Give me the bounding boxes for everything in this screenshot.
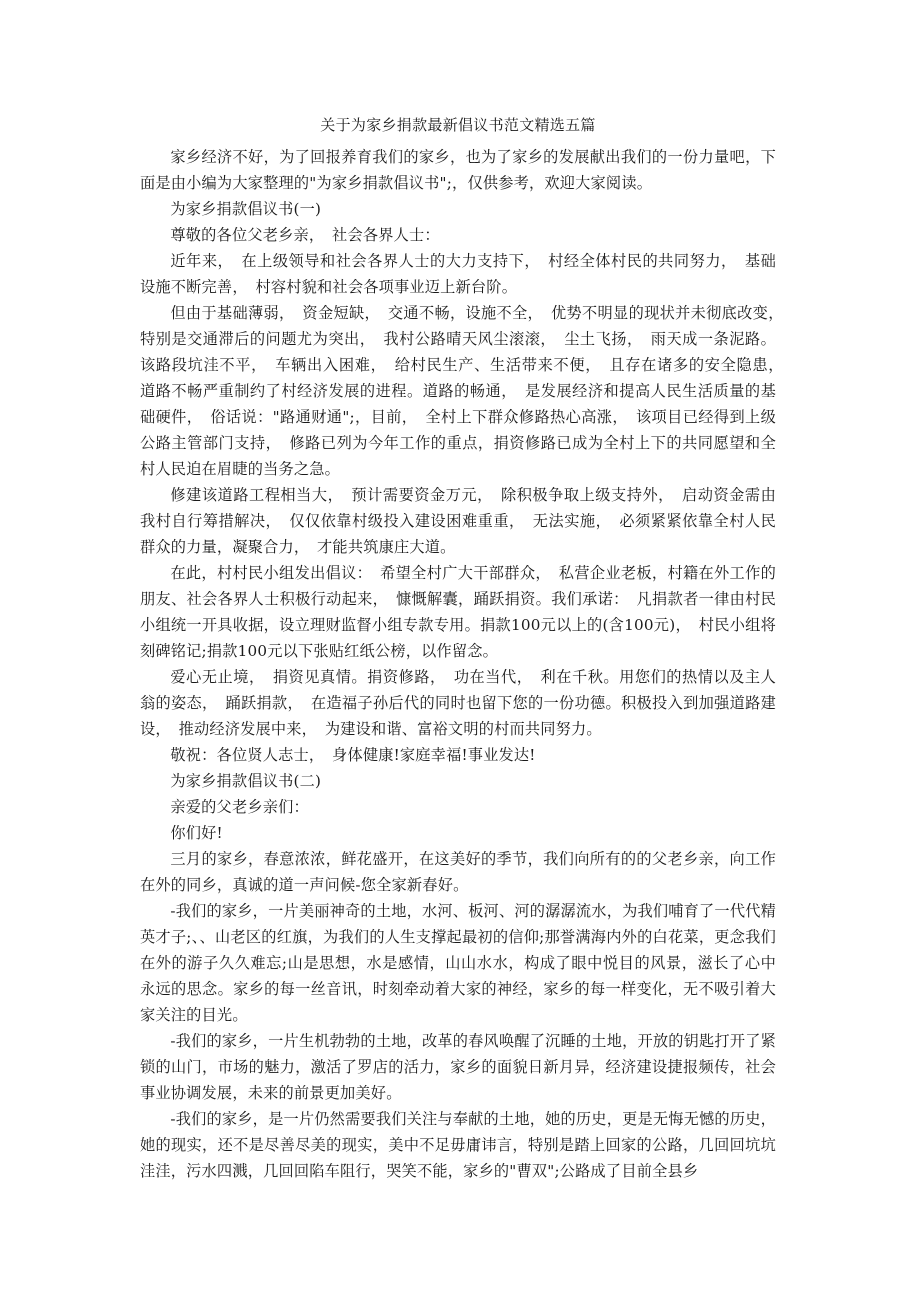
paragraph: -我们的家乡，一片生机勃勃的土地，改革的春风唤醒了沉睡的土地，开放的钥匙打开了紧锁的山门，市场的魅力，激活了罗店的活力，家乡的面貌日新月异，经济建设捷报频传，社会事业协调发展，未来的前景更加美好。 <box>140 1032 776 1102</box>
paragraph: 修建该道路工程相当大， 预计需要资金万元， 除积极争取上级支持外， 启动资金需由我村自行筹措解决， 仅仅依靠村级投入建设困难重重， 无法实施， 必须紧紧依靠全村人民群众的力量，凝聚合力， 才能共筑康庄大道。 <box>140 486 776 556</box>
document-page <box>140 112 792 1184</box>
paragraph: 近年来， 在上级领导和社会各界人士的大力支持下， 村经全体村民的共同努力， 基础设施不断完善， 村容村貌和社会各项事业迈上新台阶。 <box>140 252 776 296</box>
paragraph: -我们的家乡，一片美丽神奇的土地，水河、板河、河的潺潺流水，为我们哺育了一代代精英才子;、、山老区的红旗，为我们的人生支撑起最初的信仰;那誉满海内外的白花菜，更念我们在外的游子久久难忘;山是思想，水是感情，山山水水，构成了眼中悦目的风景，滋长了心中永远的思念。家乡的每一丝音讯，时刻牵动着大家的神经，家乡的每一样变化，无不吸引着大家关注的目光。 <box>140 902 776 1024</box>
section-heading-1: 为家乡捐款倡议书(一) <box>170 200 322 218</box>
paragraph: -我们的家乡，是一片仍然需要我们关注与奉献的土地，她的历史，更是无悔无憾的历史，她的现实，还不是尽善尽美的现实，美中不足毋庸讳言，特别是踏上回家的公路，几回回坑坑洼洼，污水四溅，几回回陷车阻行，哭笑不能，家乡的"曹双";公路成了目前全县乡 <box>140 1110 776 1180</box>
paragraph: 但由于基础薄弱， 资金短缺， 交通不畅，设施不全， 优势不明显的现状并未彻底改变， 特别是交通滞后的问题尤为突出， 我村公路晴天风尘滚滚， 尘土飞扬， 雨天成一条泥路。该路段坑洼不平， 车辆出入困难， 给村民生产、生活带来不便， 且存在诸多的安全隐患， 道路不畅严重制约了村经济发展的进程。道路的畅通， 是发展经济和提高人民生活质量的基础硬件， 俗话说："路通财通";，目前， 全村上下群众修路热心高涨， 该项目已经得到上级公路主管部门支持， 修路已列为今年工作的重点，捐资修路已成为全村上下的共同愿望和全村人民迫在眉睫的当务之急。 <box>140 304 792 478</box>
salutation-2: 亲爱的父老乡亲们： <box>170 798 309 816</box>
document-title: 关于为家乡捐款最新倡议书范文精选五篇 <box>320 116 596 134</box>
greeting: 你们好! <box>170 824 223 842</box>
closing-wishes: 敬祝：各位贤人志士， 身体健康!家庭幸福!事业发达! <box>170 746 536 764</box>
paragraph: 在此，村村民小组发出倡议： 希望全村广大干部群众， 私营企业老板，村籍在外工作的朋友、社会各界人士积极行动起来， 慷慨解囊，踊跃捐资。我们承诺： 凡捐款者一律由村民小组统一开具收据，设立理财监督小组专款专用。捐款100元以上的(含100元)， 村民小组将刻碑铭记;捐款100元以下张贴红纸公榜，以作留念。 <box>140 564 776 660</box>
section-heading-2: 为家乡捐款倡议书(二) <box>170 772 322 790</box>
salutation-1: 尊敬的各位父老乡亲， 社会各界人士： <box>170 226 440 244</box>
paragraph-intro: 家乡经济不好，为了回报养育我们的家乡，也为了家乡的发展献出我们的一份力量吧，下面是由小编为大家整理的"为家乡捐款倡议书";，仅供参考，欢迎大家阅读。 <box>140 148 776 192</box>
paragraph: 爱心无止境， 捐资见真情。捐资修路， 功在当代， 利在千秋。用您们的热情以及主人翁的姿态， 踊跃捐款， 在造福子孙后代的同时也留下您的一份功德。积极投入到加强道路建设， 推动经济发展中来， 为建设和谐、富裕文明的村而共同努力。 <box>140 668 776 738</box>
document-body <box>140 144 792 1184</box>
paragraph: 三月的家乡，春意浓浓，鲜花盛开，在这美好的季节，我们向所有的的父老乡亲，向工作在外的同乡，真诚的道一声问候-您全家新春好。 <box>140 850 776 894</box>
